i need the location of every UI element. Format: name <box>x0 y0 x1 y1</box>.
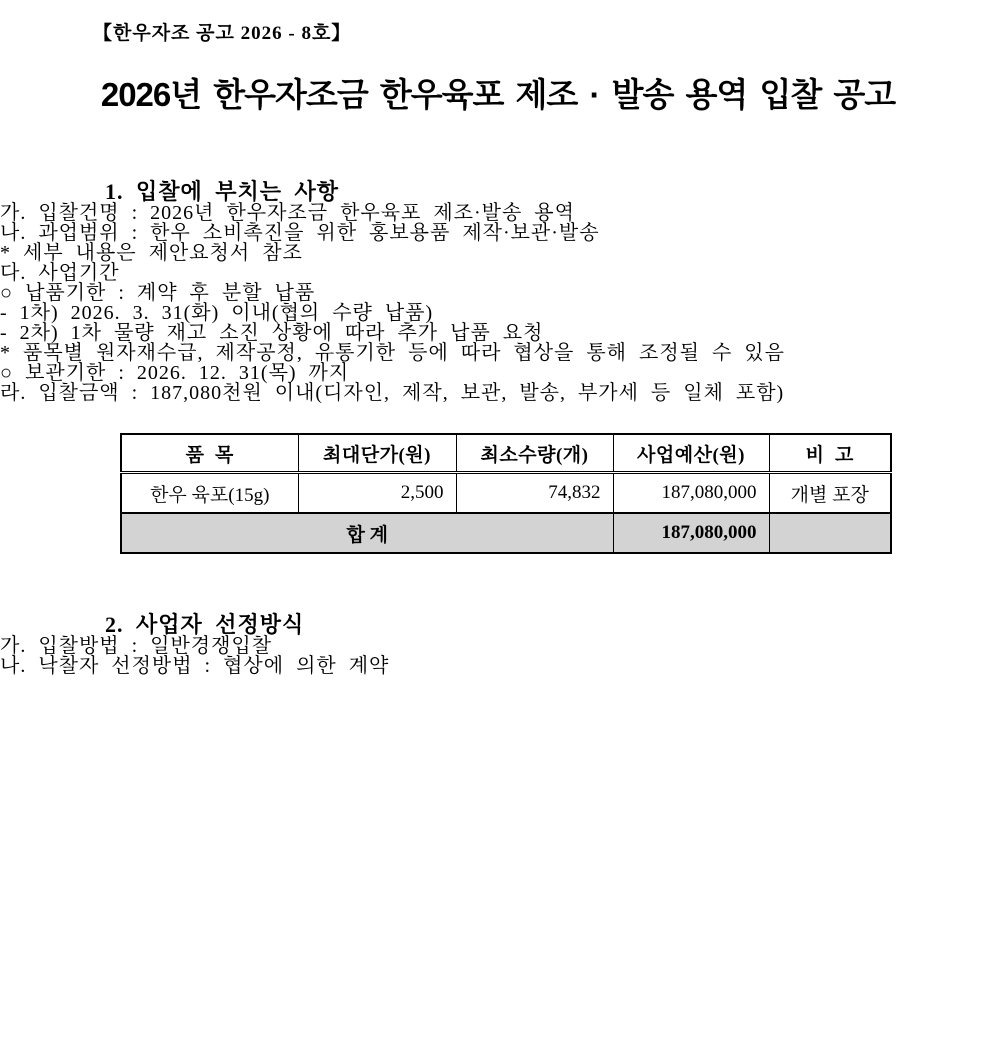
cell-budget: 187,080,000 <box>613 473 769 514</box>
cell-min-qty: 74,832 <box>456 473 613 514</box>
cell-total-budget: 187,080,000 <box>613 513 769 553</box>
section1-heading: 1. 입찰에 부치는 사항 <box>105 179 340 205</box>
storage-deadline-line: ○ 보관기한 : 2026. 12. 31(목) 까지 <box>0 362 350 385</box>
col-header-item: 품 목 <box>121 434 298 473</box>
col-header-budget: 사업예산(원) <box>613 434 769 473</box>
section2-heading: 2. 사업자 선정방식 <box>105 612 305 638</box>
table-row <box>121 473 891 514</box>
delivery-phase2-line: - 2차) 1차 물량 재고 소진 상황에 따라 추가 납품 요청 <box>0 322 544 345</box>
bid-items-table <box>120 433 892 554</box>
bid-name-line: 가. 입찰건명 : 2026년 한우자조금 한우육포 제조·발송 용역 <box>0 202 575 225</box>
cell-item: 한우 육포(15g) <box>121 473 298 514</box>
award-method-line: 나. 낙찰자 선정방법 : 협상에 의한 계약 <box>0 655 390 678</box>
detail-note-line: * 세부 내용은 제안요청서 참조 <box>0 242 303 265</box>
bid-method-line: 가. 입찰방법 : 일반경쟁입찰 <box>0 635 273 658</box>
cell-max-price: 2,500 <box>298 473 456 514</box>
work-scope-line: 나. 과업범위 : 한우 소비촉진을 위한 홍보용품 제작·보관·발송 <box>0 222 600 245</box>
delivery-deadline-line: ○ 납품기한 : 계약 후 분할 납품 <box>0 282 316 305</box>
notice-number: 【한우자조 공고 2026 - 8호】 <box>93 23 352 44</box>
delivery-phase1-line: - 1차) 2026. 3. 31(화) 이내(협의 수량 납품) <box>0 302 434 325</box>
cell-note: 개별 포장 <box>769 473 891 514</box>
cell-total-note <box>769 513 891 553</box>
project-period-line: 다. 사업기간 <box>0 262 120 285</box>
table-total-row <box>121 513 891 553</box>
adjustment-note-line: * 품목별 원자재수급, 제작공정, 유통기한 등에 따라 협상을 통해 조정될 수 있음 <box>0 342 785 365</box>
col-header-note: 비 고 <box>769 434 891 473</box>
page-title: 2026년 한우자조금 한우육포 제조 · 발송 용역 입찰 공고 <box>100 76 896 113</box>
cell-total-label: 합 계 <box>121 513 613 553</box>
col-header-min-qty: 최소수량(개) <box>456 434 613 473</box>
table-header-row <box>121 434 891 473</box>
col-header-max-price: 최대단가(원) <box>298 434 456 473</box>
bid-amount-line: 라. 입찰금액 : 187,080천원 이내(디자인, 제작, 보관, 발송, 부가세 등 일체 포함) <box>0 382 785 405</box>
